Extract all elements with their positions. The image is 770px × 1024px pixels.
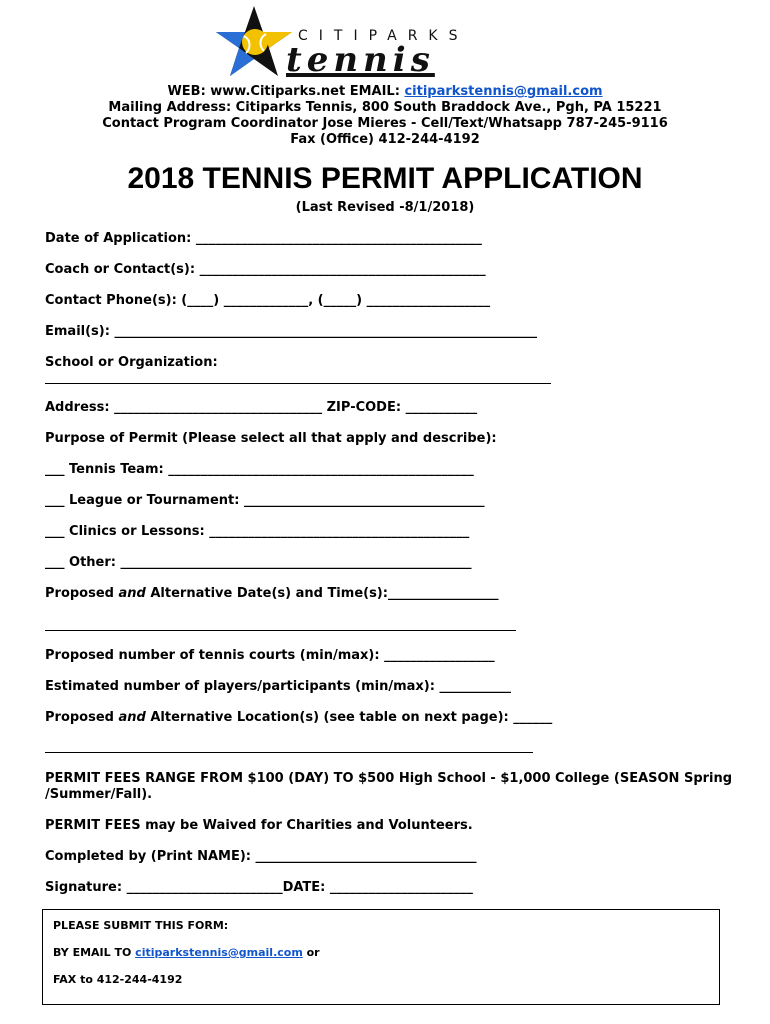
logo-tennis-text: tennis	[286, 40, 435, 80]
proposed-dates-text-a: Proposed	[45, 586, 119, 601]
address-field[interactable]: Address: ________________________________ ZIP-CODE: ___________	[45, 400, 478, 415]
header-email-link[interactable]: citiparkstennis@gmail.com	[404, 84, 603, 99]
mailing-address: Mailing Address: Citiparks Tennis, 800 South Braddock Ave., Pgh, PA 15221	[108, 100, 662, 115]
page-title: 2018 TENNIS PERMIT APPLICATION	[127, 162, 643, 195]
date-of-application-field[interactable]: Date of Application: ____________________________________________	[45, 231, 482, 246]
contact-coordinator: Contact Program Coordinator Jose Mieres - Cell/Text/Whatsapp 787-245-9116	[102, 116, 668, 131]
revision-date: (Last Revised -8/1/2018)	[295, 200, 475, 215]
school-organization-label: School or Organization:	[45, 355, 218, 370]
proposed-location-field[interactable]	[45, 710, 552, 725]
permit-fees-line-2: /Summer/Fall).	[45, 787, 153, 802]
proposed-dates-input-line[interactable]	[45, 630, 516, 631]
submit-email-prefix: BY EMAIL TO	[53, 946, 136, 959]
signature-date-field[interactable]: Signature: ________________________DATE: ______________________	[45, 880, 473, 895]
coach-contact-field[interactable]: Coach or Contact(s): ____________________________________________	[45, 262, 486, 277]
permit-fees-line-1: PERMIT FEES RANGE FROM $100 (DAY) TO $500 High School - $1,000 College (SEASON Spring	[45, 771, 733, 786]
courts-field[interactable]: Proposed number of tennis courts (min/max): _________________	[45, 648, 495, 663]
submit-email-suffix: or	[302, 946, 320, 959]
submit-instructions-box	[42, 909, 720, 1005]
submit-email-line	[53, 946, 320, 959]
other-option[interactable]: ___ Other: ______________________________________________________	[45, 555, 472, 570]
proposed-dates-field[interactable]	[45, 586, 498, 601]
logo-citiparks-text: CITIPARKS	[298, 28, 469, 44]
star-ball-icon	[214, 4, 294, 80]
fees-waived-note: PERMIT FEES may be Waived for Charities and Volunteers.	[45, 818, 473, 833]
proposed-dates-text-b: Alternative Date(s) and Time(s):_________________	[145, 586, 499, 601]
fax-line: Fax (Office) 412-244-4192	[290, 132, 480, 147]
completed-by-field[interactable]: Completed by (Print NAME): __________________________________	[45, 849, 477, 864]
email-field[interactable]: Email(s): _________________________________________________________________	[45, 324, 537, 339]
proposed-location-and: and	[118, 710, 146, 725]
clinics-lessons-option[interactable]: ___ Clinics or Lessons: ________________________________________	[45, 524, 470, 539]
proposed-location-text-b: Alternative Location(s) (see table on next page): ______	[145, 710, 553, 725]
tennis-team-option[interactable]: ___ Tennis Team: _______________________________________________	[45, 462, 474, 477]
league-tournament-option[interactable]: ___ League or Tournament: _____________________________________	[45, 493, 485, 508]
contact-phone-field[interactable]: Contact Phone(s): (____) _____________, (_____) ___________________	[45, 293, 491, 308]
citiparks-tennis-logo	[214, 4, 534, 80]
contact-header	[0, 84, 770, 148]
web-line-text: WEB: www.Citiparks.net EMAIL:	[167, 84, 405, 99]
web-email-line	[0, 84, 770, 100]
submit-heading: PLEASE SUBMIT THIS FORM:	[53, 919, 229, 932]
purpose-label: Purpose of Permit (Please select all that apply and describe):	[45, 431, 497, 446]
submit-email-link[interactable]: citiparkstennis@gmail.com	[135, 946, 303, 959]
proposed-dates-and: and	[118, 586, 146, 601]
school-organization-input-line[interactable]	[45, 383, 551, 384]
players-field[interactable]: Estimated number of players/participants (min/max): ___________	[45, 679, 511, 694]
proposed-location-input-line[interactable]	[45, 752, 533, 753]
submit-fax-line: FAX to 412-244-4192	[53, 973, 183, 986]
proposed-location-text-a: Proposed	[45, 710, 119, 725]
